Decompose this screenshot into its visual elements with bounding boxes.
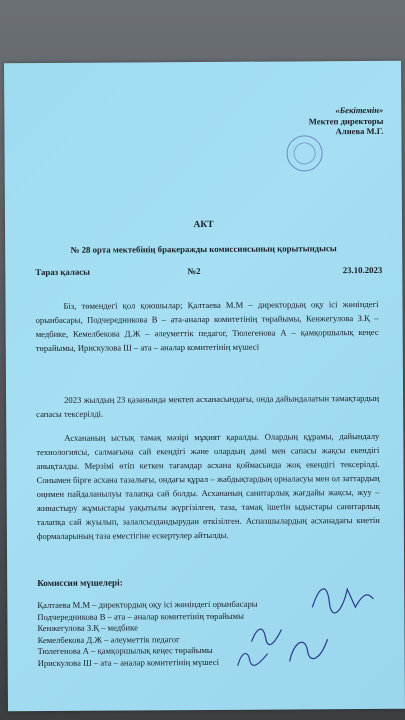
document-title: АКТ: [193, 219, 214, 231]
commission-heading: Комиссия мүшелері:: [37, 577, 123, 589]
act-date: 23.10.2023: [342, 264, 383, 276]
commission-member: Ирискулова Ш – ата – аналар комитетінің мүшесі: [37, 656, 220, 668]
paragraph-findings: Асхананың ыстық тамақ мәзірі мұқият қаралды. Олардың құрамы, дайындалу технологиясы, салмағына сай екендігі және олардың дәмі мен сапасы жақсы екендігі анықталды. Мерзімі өтіп кеткен тағамдар асхана қоймасында жоқ екендігі тексерілді. Сонымен бірге асхана тазалығы, ондағы құрал – жабдықтардың орналасуы мен ол заттардың оңнмен пайдаланылуы талапқа сай болды. Асхананың санитарлық жағдайы жақсы, жуу – жинастыру жұмыстары уақытылы жүргізілген, таза, тамақ ішетін ыдыстары санитарлық талапқа сай жуылып, залалсыздандырудан өткізілген. Аспазшылардың асханадағы киетін формаларының таза еместігіне ескертулер айтылды.: [36, 430, 380, 542]
document-subtitle: № 28 орта мектебінің бракеражды комиссиясының қорытындысы: [70, 243, 337, 255]
signature-3: [284, 631, 334, 671]
commission-list: [37, 599, 258, 669]
document-page: [4, 61, 405, 711]
signature-1: [307, 577, 377, 617]
commission-member: Тюлегенова А – қамқоршылық кеңес төрайымы: [37, 644, 213, 657]
commission-member: Қалтаева М.М – директордың оқу ісі жөніндегі орынбасары: [37, 598, 258, 611]
approval-name: Алиева М.Г.: [335, 125, 384, 137]
approval-heading: «Бекітемін»: [335, 104, 384, 116]
commission-member: Подчередникова В – ата – аналар комитетінің төрайымы: [37, 610, 244, 622]
commission-member: Кемелбекова Д.Ж – әлеуметтік педагог: [37, 633, 180, 645]
city-label: Тараз қаласы: [35, 266, 91, 278]
paragraph-participants: Біз, төмендегі қол қоюшылар; Қалтаева М.М – директордың оқу ісі жөніндегі орынбасары, Подчередникова В – ата-аналар комитетінің төрайымы, Кенжегулова З.Қ – медбике, Кемелбекова Д.Ж – әлеуметтік педагог, Тюлегенова А – қамқоршылық кеңес төрайымы, Ирискулова Ш – ата – аналар комитетінің мүшесі: [35, 298, 379, 354]
signature-4: [234, 642, 274, 672]
document-meta: [35, 264, 383, 278]
approval-position: Мектеп директоры: [308, 115, 384, 126]
act-number: №2: [187, 266, 201, 277]
stamp-seal: [286, 135, 322, 171]
paragraph-inspection-date: 2023 жылдың 23 қазанында мектеп асханасындағы, онда дайындалатын тамақтардың сапасы тексерілді.: [36, 392, 380, 420]
commission-member: Кенжегулова З.Қ – медбике: [37, 622, 138, 634]
approval-block: [309, 105, 384, 137]
